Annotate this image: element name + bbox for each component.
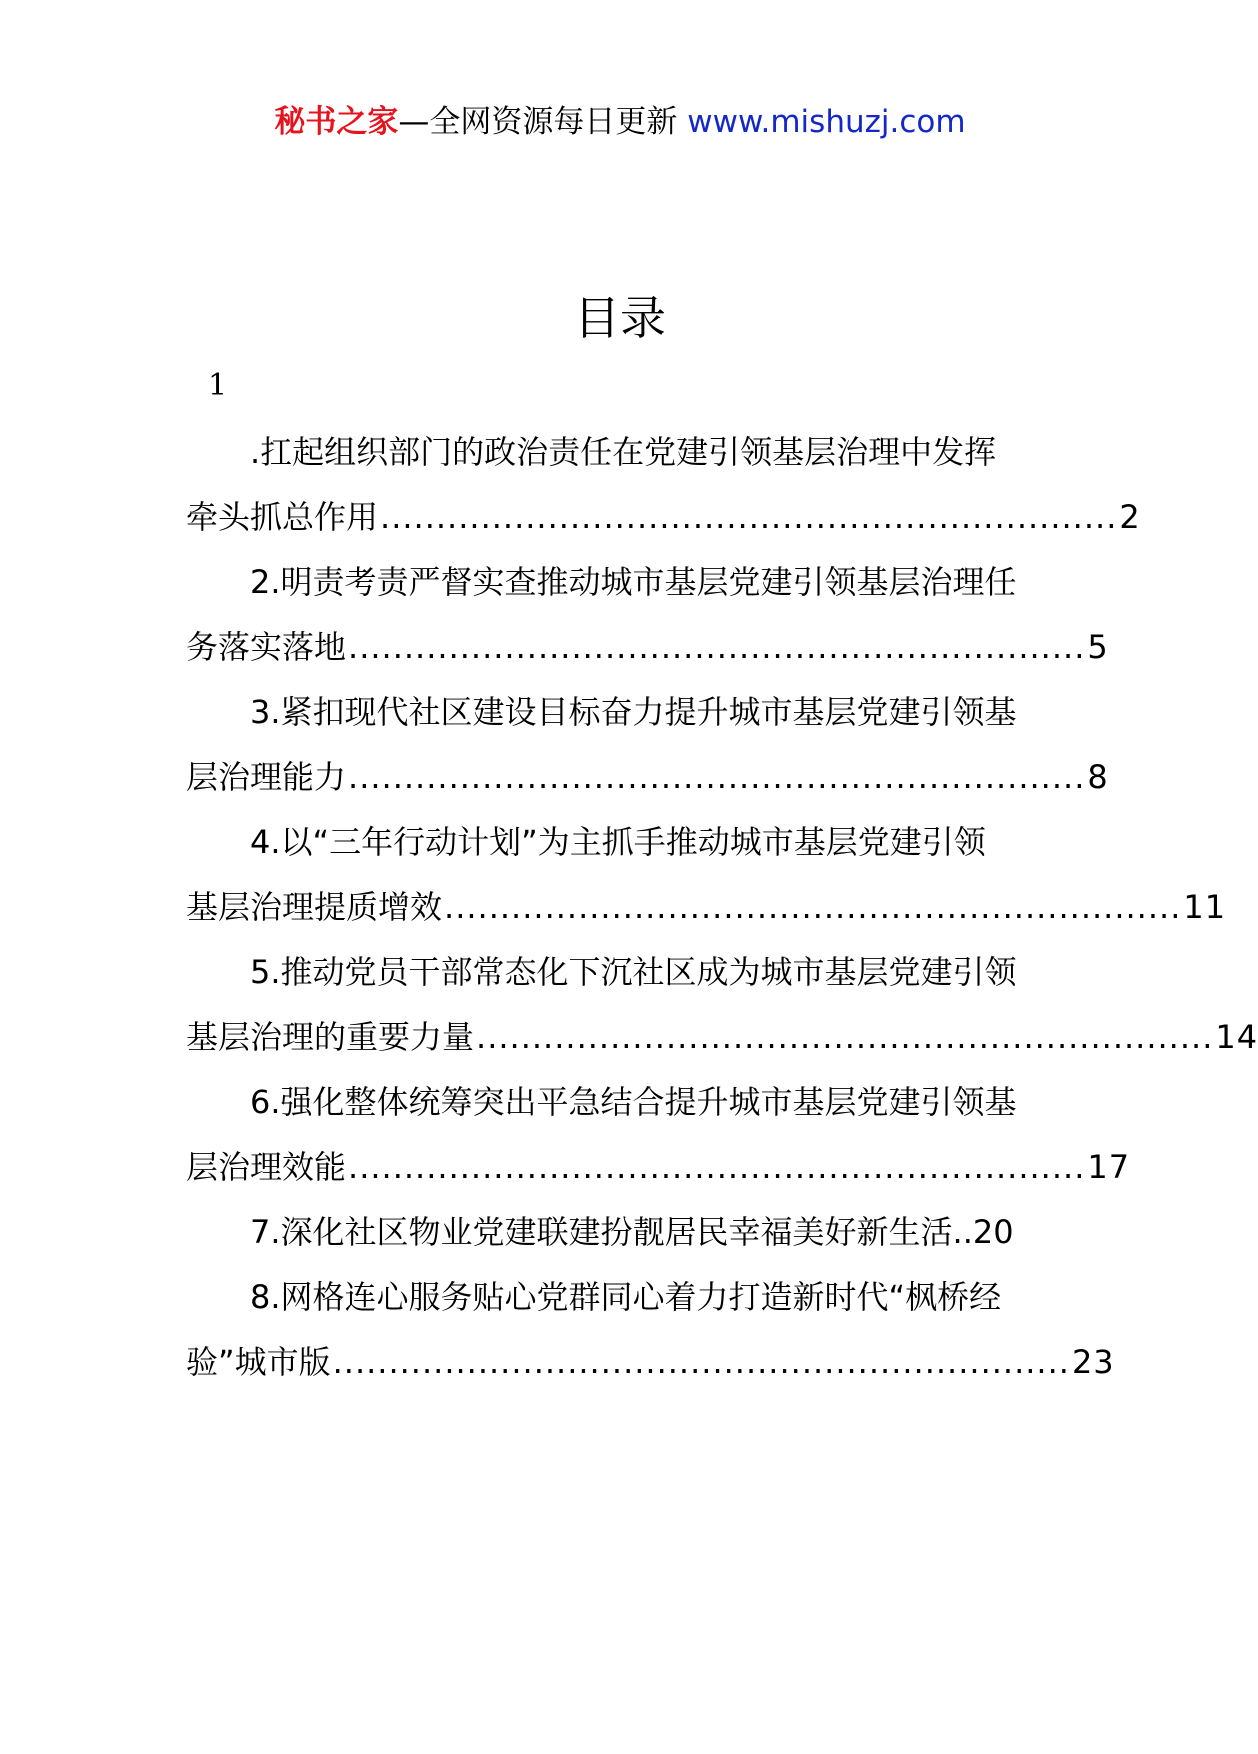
toc-entry-line bbox=[186, 485, 1141, 550]
page-marker: 1 bbox=[208, 368, 228, 403]
toc-entry-line bbox=[186, 615, 1109, 680]
dot-leader: .................................................................. bbox=[476, 1018, 1214, 1056]
toc-entry-text: 8.网格连心服务贴心党群同心着力打造新时代“枫桥经 bbox=[250, 1278, 1002, 1316]
toc-page-number: 23 bbox=[1071, 1343, 1115, 1381]
toc-entry-text: 6.强化整体统筹突出平急结合提升城市基层党建引领基 bbox=[250, 1083, 1017, 1121]
dot-leader: .................................................................. bbox=[444, 888, 1182, 926]
toc-entry-line bbox=[186, 1005, 1258, 1070]
toc-entry-text-cont: 层治理能力 bbox=[186, 758, 347, 796]
dot-leader: .................................................................. bbox=[380, 498, 1118, 536]
toc-entry-2[interactable] bbox=[186, 550, 1109, 680]
toc-entry-text: 3.紧扣现代社区建设目标奋力提升城市基层党建引领基 bbox=[250, 693, 1017, 731]
toc-page-number: 8 bbox=[1087, 758, 1109, 796]
dot-leader: .................................................................. bbox=[332, 1343, 1070, 1381]
toc-page-number: 14 bbox=[1215, 1018, 1258, 1056]
toc-entry-7[interactable] bbox=[186, 1200, 1050, 1265]
header-tagline: —全网资源每日更新 bbox=[398, 104, 678, 140]
toc-entry-6[interactable] bbox=[186, 1070, 1131, 1200]
toc-entry-text-cont: 验”城市版 bbox=[186, 1343, 331, 1381]
toc-page-number: 17 bbox=[1087, 1148, 1131, 1186]
toc-entry-text-cont: 基层治理的重要力量 bbox=[186, 1018, 475, 1056]
toc-entry-line bbox=[186, 875, 1227, 940]
toc-entry-text: .扛起组织部门的政治责任在党建引领基层治理中发挥 bbox=[250, 433, 997, 471]
toc-entry-4[interactable] bbox=[186, 810, 1227, 940]
toc-entry-text: 2.明责考责严督实查推动城市基层党建引领基层治理任 bbox=[250, 563, 1017, 601]
toc-page-number: 5 bbox=[1087, 628, 1109, 666]
toc-entry-text-cont: 基层治理提质增效 bbox=[186, 888, 443, 926]
brand-name: 秘书之家 bbox=[274, 104, 399, 140]
toc-entry-text: 5.推动党员干部常态化下沉社区成为城市基层党建引领 bbox=[250, 953, 1017, 991]
toc-entry-line bbox=[186, 1135, 1131, 1200]
site-header bbox=[0, 100, 1240, 144]
toc-entry-5[interactable] bbox=[186, 940, 1258, 1070]
toc-entry-8[interactable] bbox=[186, 1265, 1115, 1395]
toc-entry-text-cont: 牵头抓总作用 bbox=[186, 498, 379, 536]
site-url-link[interactable]: www.mishuzj.com bbox=[687, 104, 966, 140]
dot-leader: .................................................................. bbox=[348, 758, 1086, 796]
toc-entry-line bbox=[186, 1330, 1115, 1395]
toc-page-number: 2 bbox=[1119, 498, 1141, 536]
page-title: 目录 bbox=[574, 291, 666, 345]
toc-entry-text-cont: 务落实落地 bbox=[186, 628, 347, 666]
toc-entry-1[interactable] bbox=[186, 420, 1141, 550]
dot-leader: .................................................................. bbox=[348, 1148, 1086, 1186]
toc-page-number: 11 bbox=[1183, 888, 1227, 926]
toc-entry-text-cont: 层治理效能 bbox=[186, 1148, 347, 1186]
dot-leader: .................................................................. bbox=[348, 628, 1086, 666]
toc-entry-line bbox=[186, 745, 1109, 810]
toc-entry-text: 7.深化社区物业党建联建扮靓居民幸福美好新生活..20 bbox=[250, 1213, 1014, 1251]
table-of-contents bbox=[186, 420, 1258, 1395]
toc-entry-text: 4.以“三年行动计划”为主抓手推动城市基层党建引领 bbox=[250, 823, 986, 861]
toc-entry-3[interactable] bbox=[186, 680, 1109, 810]
